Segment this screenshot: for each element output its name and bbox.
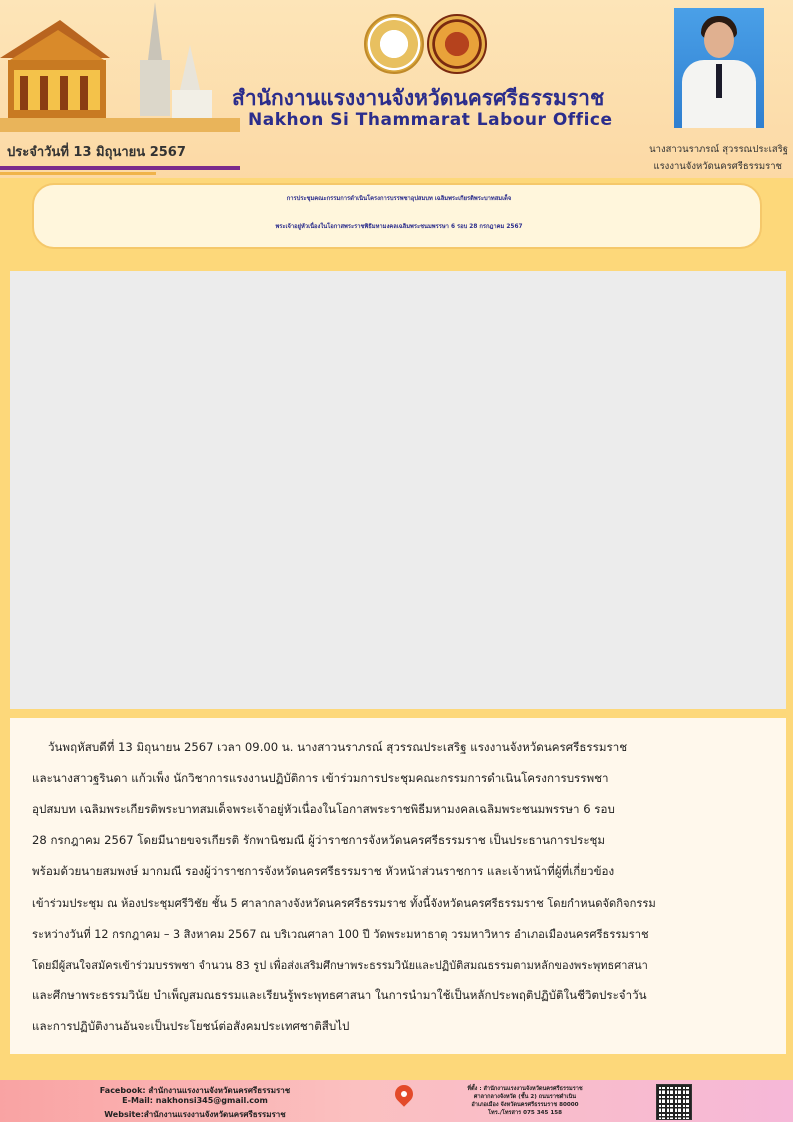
divider bbox=[0, 172, 156, 175]
divider bbox=[0, 166, 240, 170]
headline-line-2: พระเจ้าอยู่หัวเนื่องในโอกาสพระราชพิธีมหามงคลเฉลิมพระชนมพรรษา 6 รอบ 28 กรกฎาคม 2567 bbox=[275, 224, 523, 230]
temple-illustration bbox=[0, 0, 240, 140]
province-seal-icon bbox=[427, 14, 487, 74]
office-name-english: Nakhon Si Thammarat Labour Office bbox=[248, 110, 613, 130]
footer-website: Website:สำนักงานแรงงานจังหวัดนครศรีธรรมราช bbox=[104, 1110, 286, 1119]
headline-line-1: การประชุมคณะกรรมการดำเนินโครงการบรรพชาอุปสมบท เฉลิมพระเกียรติพระบาทสมเด็จ bbox=[286, 196, 512, 202]
paragraph-line: ระหว่างวันที่ 12 กรกฎาคม – 3 สิงหาคม 2567 ณ บริเวณศาลา 100 ปี วัดพระมหาธาตุ วรมหาวิหาร อำเภอเมืองนครศรีธรรมราช bbox=[32, 928, 649, 941]
paragraph-line: วันพฤหัสบดีที่ 13 มิถุนายน 2567 เวลา 09.00 น. นางสาวนราภรณ์ สุวรรณประเสริฐ แรงงานจังหวัดนครศรีธรรมราช bbox=[48, 740, 628, 754]
event-photo bbox=[10, 271, 786, 709]
footer-address: อำเภอเมือง จังหวัดนครศรีธรรมราช 80000 bbox=[471, 1102, 579, 1108]
footer-email: E-Mail: nakhonsi345@gmail.com bbox=[122, 1096, 268, 1105]
footer-phone: โทร./โทรสาร 075 345 158 bbox=[488, 1110, 562, 1116]
paragraph-line: และการปฏิบัติงานอันจะเป็นประโยชน์ต่อสังคมประเทศชาติสืบไป bbox=[32, 1019, 350, 1033]
paragraph-line: 28 กรกฎาคม 2567 โดยมีนายขจรเกียรติ รักพานิชมณี ผู้ว่าราชการจังหวัดนครศรีธรรมราช เป็นประธานการประชุม bbox=[32, 833, 606, 847]
person-title: แรงงานจังหวัดนครศรีธรรมราช bbox=[653, 161, 782, 172]
map-pin-icon bbox=[391, 1081, 416, 1106]
official-portrait bbox=[674, 8, 764, 128]
paragraph-line: และนางสาวฐรินดา แก้วเพ็ง นักวิชาการแรงงานปฏิบัติการ เข้าร่วมการประชุมคณะกรรมการดำเนินโครงการบรรพชา bbox=[32, 771, 609, 785]
paragraph-line: และศึกษาพระธรรมวินัย บำเพ็ญสมณธรรมและเรียนรู้พระพุทธศาสนา ในการนำมาใช้เป็นหลักประพฤติปฏิบัติในชีวิตประจำวัน bbox=[32, 988, 647, 1002]
paragraph-line: อุปสมบท เฉลิมพระเกียรติพระบาทสมเด็จพระเจ้าอยู่หัวเนื่องในโอกาสพระราชพิธีมหามงคลเฉลิมพระชนมพรรษา 6 รอบ bbox=[32, 802, 615, 816]
qr-code-icon bbox=[656, 1084, 692, 1120]
headline-box bbox=[32, 183, 762, 249]
royal-seal-icon bbox=[364, 14, 424, 74]
header bbox=[0, 0, 793, 178]
article-body bbox=[10, 718, 786, 1054]
paragraph-line: โดยมีผู้สนใจสมัครเข้าร่วมบรรพชา จำนวน 83 รูป เพื่อส่งเสริมศึกษาพระธรรมวินัยและปฏิบัติสมณธรรมตามหลักของพระพุทธศาสนา bbox=[32, 959, 648, 972]
paragraph-line: เข้าร่วมประชุม ณ ห้องประชุมศรีวิชัย ชั้น 5 ศาลากลางจังหวัดนครศรีธรรมราช ทั้งนี้จังหวัดนครศรีธรรมราช โดยกำหนดจัดกิจกรรม bbox=[32, 897, 656, 910]
office-name-thai: สำนักงานแรงงานจังหวัดนครศรีธรรมราช bbox=[232, 86, 605, 110]
report-date: ประจำวันที่ 13 มิถุนายน 2567 bbox=[7, 145, 186, 160]
person-name: นางสาวนราภรณ์ สุวรรณประเสริฐ bbox=[649, 144, 788, 155]
footer-facebook: Facebook: สำนักงานแรงงานจังหวัดนครศรีธรรมราช bbox=[99, 1086, 291, 1095]
footer-address: ที่ตั้ง : สำนักงานแรงงานจังหวัดนครศรีธรรมราช bbox=[467, 1086, 583, 1092]
footer-address: ศาลากลางจังหวัด (ชั้น 2) ถนนราชดำเนิน bbox=[473, 1094, 577, 1100]
footer bbox=[0, 1080, 793, 1122]
paragraph-line: พร้อมด้วยนายสมพงษ์ มากมณี รองผู้ว่าราชการจังหวัดนครศรีธรรมราช หัวหน้าส่วนราชการ และเจ้าหน้าที่ผู้ที่เกี่ยวข้อง bbox=[32, 864, 615, 878]
